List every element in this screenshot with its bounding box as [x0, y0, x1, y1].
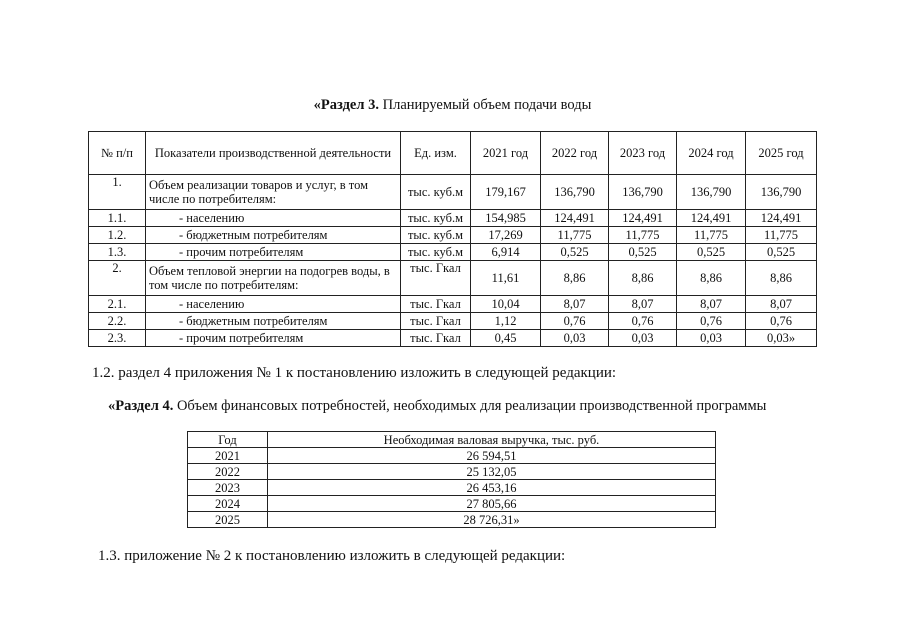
value-2025: 8,07 — [746, 296, 817, 313]
value-2023: 11,775 — [609, 227, 677, 244]
year-cell: 2025 — [188, 512, 268, 528]
section4-title: Объем финансовых потребностей, необходимых для реализации производственной программы — [173, 398, 767, 414]
value-2022: 136,790 — [541, 175, 609, 210]
header-cell: Год — [188, 432, 268, 448]
row-number: 1. — [89, 175, 146, 210]
row-name: - населению — [146, 210, 401, 227]
water-supply-table — [88, 131, 817, 347]
row-name: Объем реализации товаров и услуг, в том числе по потребителям: — [146, 175, 401, 210]
table-header-row — [188, 432, 716, 448]
header-cell: Ед. изм. — [401, 132, 471, 175]
paragraph-1-2: 1.2. раздел 4 приложения № 1 к постановлению изложить в следующей редакции: — [92, 365, 617, 381]
value-2021: 17,269 — [471, 227, 541, 244]
value-2021: 0,45 — [471, 330, 541, 347]
value-2025: 8,86 — [746, 261, 817, 296]
value-2025: 0,76 — [746, 313, 817, 330]
value-2021: 1,12 — [471, 313, 541, 330]
row-number: 1.3. — [89, 244, 146, 261]
row-unit: тыс. куб.м — [401, 175, 471, 210]
row-unit: тыс. Гкал — [401, 296, 471, 313]
header-cell: Необходимая валовая выручка, тыс. руб. — [268, 432, 716, 448]
value-2024: 11,775 — [677, 227, 746, 244]
value-2022: 8,86 — [541, 261, 609, 296]
row-name: Объем тепловой энергии на подогрев воды, в том числе по потребителям: — [146, 261, 401, 296]
value-2023: 8,07 — [609, 296, 677, 313]
table-row — [89, 261, 817, 296]
value-2025: 136,790 — [746, 175, 817, 210]
value-2025: 0,525 — [746, 244, 817, 261]
paragraph-1-3: 1.3. приложение № 2 к постановлению изложить в следующей редакции: — [98, 548, 566, 564]
value-2022: 11,775 — [541, 227, 609, 244]
table-row — [188, 496, 716, 512]
value-2022: 0,525 — [541, 244, 609, 261]
revenue-cell: 28 726,31» — [268, 512, 716, 528]
value-2021: 179,167 — [471, 175, 541, 210]
header-cell: 2025 год — [746, 132, 817, 175]
row-number: 2.1. — [89, 296, 146, 313]
table-row — [89, 330, 817, 347]
row-number: 2.3. — [89, 330, 146, 347]
value-2024: 124,491 — [677, 210, 746, 227]
section4-prefix: «Раздел 4. — [108, 398, 174, 414]
header-cell: Показатели производственной деятельности — [146, 132, 401, 175]
value-2024: 8,07 — [677, 296, 746, 313]
value-2023: 136,790 — [609, 175, 677, 210]
value-2024: 136,790 — [677, 175, 746, 210]
row-name: - прочим потребителям — [146, 244, 401, 261]
row-name: - прочим потребителям — [146, 330, 401, 347]
row-unit: тыс. Гкал — [401, 261, 471, 296]
table-row — [89, 313, 817, 330]
table-header-row — [89, 132, 817, 175]
section3-heading — [0, 97, 905, 114]
section3-title: Планируемый объем подачи воды — [378, 97, 592, 113]
row-number: 1.2. — [89, 227, 146, 244]
value-2025: 11,775 — [746, 227, 817, 244]
year-cell: 2024 — [188, 496, 268, 512]
value-2023: 8,86 — [609, 261, 677, 296]
row-unit: тыс. куб.м — [401, 210, 471, 227]
table-row — [188, 464, 716, 480]
row-number: 2.2. — [89, 313, 146, 330]
value-2022: 124,491 — [541, 210, 609, 227]
header-cell: 2022 год — [541, 132, 609, 175]
value-2022: 0,76 — [541, 313, 609, 330]
revenue-cell: 26 594,51 — [268, 448, 716, 464]
table-row — [89, 244, 817, 261]
header-cell: 2021 год — [471, 132, 541, 175]
value-2025: 0,03» — [746, 330, 817, 347]
financial-needs-table — [187, 431, 716, 528]
table-row — [89, 227, 817, 244]
table-row — [188, 512, 716, 528]
value-2023: 0,525 — [609, 244, 677, 261]
revenue-cell: 26 453,16 — [268, 480, 716, 496]
value-2021: 6,914 — [471, 244, 541, 261]
row-number: 2. — [89, 261, 146, 296]
value-2024: 0,76 — [677, 313, 746, 330]
value-2023: 0,76 — [609, 313, 677, 330]
year-cell: 2022 — [188, 464, 268, 480]
table-row — [89, 296, 817, 313]
table-row — [89, 175, 817, 210]
row-number: 1.1. — [89, 210, 146, 227]
value-2022: 0,03 — [541, 330, 609, 347]
row-unit: тыс. Гкал — [401, 313, 471, 330]
section3-prefix: «Раздел 3. — [313, 97, 379, 113]
row-unit: тыс. куб.м — [401, 244, 471, 261]
header-cell: 2024 год — [677, 132, 746, 175]
table-row — [89, 210, 817, 227]
value-2021: 10,04 — [471, 296, 541, 313]
row-unit: тыс. Гкал — [401, 330, 471, 347]
value-2021: 154,985 — [471, 210, 541, 227]
header-cell: 2023 год — [609, 132, 677, 175]
value-2024: 0,525 — [677, 244, 746, 261]
row-unit: тыс. куб.м — [401, 227, 471, 244]
value-2023: 124,491 — [609, 210, 677, 227]
year-cell: 2021 — [188, 448, 268, 464]
section4-heading — [108, 398, 766, 415]
header-cell: № п/п — [89, 132, 146, 175]
value-2023: 0,03 — [609, 330, 677, 347]
table-row — [188, 480, 716, 496]
value-2024: 0,03 — [677, 330, 746, 347]
year-cell: 2023 — [188, 480, 268, 496]
value-2025: 124,491 — [746, 210, 817, 227]
table-row — [188, 448, 716, 464]
value-2021: 11,61 — [471, 261, 541, 296]
row-name: - бюджетным потребителям — [146, 227, 401, 244]
revenue-cell: 25 132,05 — [268, 464, 716, 480]
row-name: - населению — [146, 296, 401, 313]
value-2022: 8,07 — [541, 296, 609, 313]
value-2024: 8,86 — [677, 261, 746, 296]
row-name: - бюджетным потребителям — [146, 313, 401, 330]
revenue-cell: 27 805,66 — [268, 496, 716, 512]
